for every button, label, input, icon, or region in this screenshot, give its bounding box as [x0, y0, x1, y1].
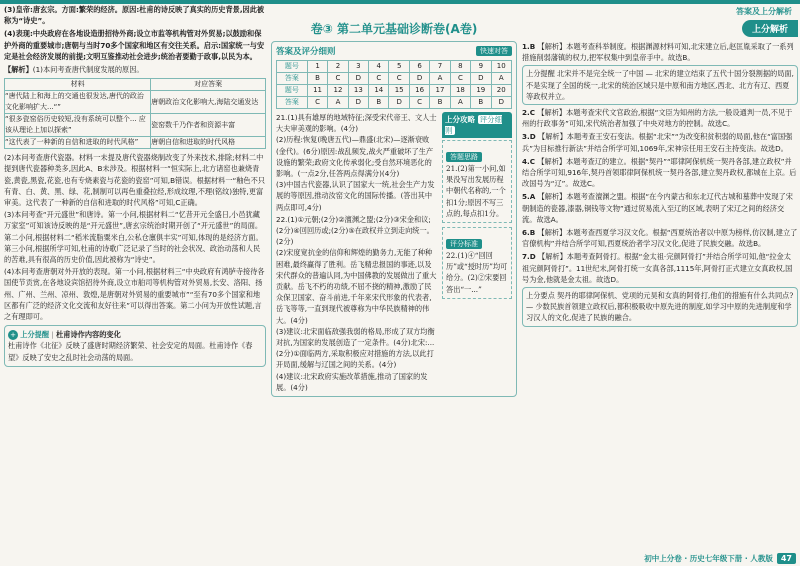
left-para-5: (4)本问考查唐朝对外开放的表现。第一小问,根据材料三“中央政府有鸿胪寺接待各国使节贡赏,在各地设宾馆招待外商,设立市舶司等机构管对外贸易,长安、洛阳、扬州、广州、兰州、凉州、敦煌,是唐朝对外贸易的重要城市”“至有70多个国家和地区都有广泛的经济文化交流和友好往来”可以得出答案。第二小问为开放性试题,言之有理即可。: [4, 267, 265, 322]
answer-cell: 7: [430, 61, 450, 73]
answer-cell: 3: [348, 61, 368, 73]
q22d-text: (4)建议:北宋政府实施改革措施,推动了国家的发展。(4分): [276, 371, 428, 392]
table-cell: 瓷窑数千乃作者和资源丰富: [151, 114, 266, 137]
answer-cell: 2: [328, 61, 348, 73]
score-tag-1: 答题思路: [446, 152, 482, 162]
answer-cell: 4: [369, 61, 389, 73]
left-jiexi: [4, 64, 266, 75]
answer-cell: D: [471, 73, 491, 85]
answer-row-label: 答案: [277, 97, 308, 109]
footer-text: 初中上分卷 · 历史七年级下册 · 人教版: [644, 554, 773, 563]
left-tip-header: + 上分提醒 | 杜甫诗作内容的变化: [8, 329, 262, 340]
answer-cell: 17: [430, 85, 450, 97]
left-tip-title: 上分提醒: [20, 330, 50, 340]
analysis-item: [522, 251, 798, 285]
answer-cell: 6: [409, 61, 429, 73]
answer-main: [276, 112, 438, 393]
analysis-item: [522, 227, 798, 249]
answer-cell: 18: [450, 85, 470, 97]
analysis-item-text: 上分要点 契丹的耶律阿保机、党项的元昊和女真的阿骨打,他们的措施有什么共同点? — 少数民族首领建立政权后,都积极吸收中原先进的制度,如学习中原的先进制度和学习汉人的文化,促进了民族的融合。: [526, 291, 794, 323]
answer-cell: 20: [491, 85, 511, 97]
q21b-text: (2)历程:恢复(晚唐五代)—鼎盛(北宋)—逐渐衰败(金代)。(6分)原因:战乱频发,战火严重破坏了生产设施的繁荣;政府文化传承弱化;受自然环境恶化的影响。(一点2分,任答两点得满分)(4分): [276, 135, 434, 179]
middle-column: [271, 20, 517, 397]
left-tip-subtitle: 杜甫诗作内容的变化: [56, 330, 121, 340]
q22b-text: (2)宋度宽抗金的信仰和辉煌的勤务力,无能了种种困难,最终赢得了胜利。岳飞精忠报国的事迹,以及宋代群众的普遍认同,为中国佛教的发展做出了重大贡献。岳飞不朽的功绩,不屈不挠的精神,激励了民众保卫国家、奋斗前进,千年来宋代形象的代表者,岳飞等等,一直到现代被尊称为中华民族精神的伟大。(4分): [276, 248, 437, 325]
answer-row-ans-2: [277, 97, 512, 109]
left-tip-text: 杜甫诗作《北征》反映了盛唐时期经济繁荣、社会安定的局面。杜甫诗作《春望》反映了安史之乱时社会动荡的局面。: [8, 341, 253, 362]
answer-section-title: 答案及评分细则: [276, 47, 336, 57]
table-head-cell: 对应答案: [151, 79, 266, 91]
left-para-2: (4)表现:中央政府在各地设造册招待外商;设立市监等机构管对外贸易;以鼓励和保护外商的重要城市;唐朝与当时70多个国家和地区有交往关系。启示:国家统一与安定是社会经济发展的前提;文明互鉴推动社会进步;统治者要勤于政事,以民为本。: [4, 29, 265, 61]
left-jiexi-label: 【解析】: [4, 65, 33, 75]
score-side: [442, 112, 512, 393]
plus-icon: +: [8, 330, 18, 340]
answer-cell: A: [450, 97, 470, 109]
answer-box: [271, 41, 517, 397]
left-para-1: (3)皇帝:唐玄宗。方面:繁荣的经济。原因:杜甫的诗反映了真实的历史背景,因此被称为“诗史”。: [4, 5, 265, 26]
table-cell: “唐代陆上和海上的交通也很发达,唐代的政治文化影响扩大...“”: [5, 91, 151, 114]
analysis-item-text: 【解析】本题考查西夏学习汉文化。根据“西夏统治者以中原为榜样,仿汉制,建立了官僚机构”并结合所学可知,西夏统治者学习汉文化,促进了民族交融。故选B。: [522, 228, 798, 249]
analysis-item-text: 【解析】本题考查宋代文官政治,根据“文臣为知州的方法,一般设通判一员,不见于州的行政事务”可知,宋代统治者加强了中央对地方的控制。故选C。: [522, 108, 793, 129]
right-column: [522, 20, 798, 329]
right-items: [522, 41, 798, 327]
left-column: [4, 4, 266, 367]
table-head-cell: 材料: [5, 79, 151, 91]
header-right-label: 答案及上分解析: [736, 7, 792, 16]
answer-cell: A: [328, 97, 348, 109]
answer-cell: B: [307, 73, 327, 85]
answer-cell: A: [491, 73, 511, 85]
answer-box-header: [276, 45, 512, 57]
score-side-title: 上分攻略: [445, 115, 475, 124]
score-tag-2: 评分标准: [446, 239, 482, 249]
answer-cell: C: [450, 73, 470, 85]
score-text-2: 22.(1)④“回回历”或“授时历”均可给分。(2)②宋要回答出“一...”: [446, 251, 508, 294]
answer-body: [276, 112, 512, 393]
answer-row-ans-1: [277, 73, 512, 85]
table-row: [5, 137, 266, 149]
analysis-item-number: 2.C: [522, 108, 536, 118]
analysis-item: [522, 131, 798, 153]
footer: [644, 553, 796, 564]
answer-cell: 5: [389, 61, 409, 73]
q21-text: 21.(1)具有雄厚的地域特征;深受宋代帝王、文人士大夫审美观的影响。(4分): [276, 113, 437, 134]
table-cell: “很多瓷窑俗历史较短,没有系统可以整个... 应该从理论上加以探索”: [5, 114, 151, 137]
analysis-item-text: 【解析】本题考查辽的建立。根据“契丹”“耶律阿保机统一契丹各部,建立政权”并结合所学可知,916年,契丹首领耶律阿保机统一契丹各部,建立契丹政权,都城在上京。后改国号为“辽”。故选C。: [522, 156, 797, 189]
left-tip-box: [4, 325, 266, 367]
analysis-badge: 上分解析: [742, 20, 798, 37]
answer-cell: 13: [348, 85, 368, 97]
answer-cell: C: [409, 97, 429, 109]
answer-row-label: 答案: [277, 73, 308, 85]
analysis-item: [522, 191, 798, 225]
left-para-4: (3)本问考查“开元盛世”和唐诗。第一小问,根据材料二“忆昔开元全盛日,小邑犹藏万家室”可知该诗反映的是“开元盛世”,唐玄宗统治时期开创了“开元盛世”的局面。第二小问,根据材料二“稻米流脂粟米白,公私仓廪俱丰实”可知,体现的是经济方面。第三小问,根据所学可知,杜甫的诗歌广泛记录了当时的社会状况、政治动荡和人民的苦难,具有很高的历史价值,因此被称为“诗史”。: [4, 210, 263, 265]
left-jiexi-text: (1)本问考查唐代制度发展的原因。: [32, 65, 144, 75]
table-cell: 唐朝政治文化影响大,海陆交通发达: [151, 91, 266, 114]
answer-cell: B: [430, 97, 450, 109]
answer-cell: C: [328, 73, 348, 85]
analysis-item-number: 4.C: [522, 156, 536, 166]
answer-cell: D: [348, 73, 368, 85]
answer-cell: C: [369, 73, 389, 85]
paper-title-text: 第二单元基础诊断卷(A卷): [337, 22, 478, 36]
analysis-item-text: 【解析】本题考查王安石变法。根据“北宋”“为改变积贫积弱的局面,他在“富国强兵”为目标推行新法”并结合所学可知,1069年,宋神宗任用王安石主持变法。故选D。: [522, 132, 793, 153]
answer-table: [276, 60, 512, 109]
analysis-item-number: 3.D: [522, 132, 536, 142]
answer-cell: 19: [471, 85, 491, 97]
answer-cell: 15: [389, 85, 409, 97]
answer-row-label: 题号: [277, 85, 308, 97]
page-number: 47: [777, 553, 796, 564]
score-card-1: [442, 140, 512, 223]
table-header-row: [5, 79, 266, 91]
answer-cell: 14: [369, 85, 389, 97]
answer-cell: 8: [450, 61, 470, 73]
answer-cell: C: [389, 73, 409, 85]
table-row: [5, 114, 266, 137]
q22c-text: (3)建议:北宋面临敌强我弱的格局,形成了双方均衡对抗,为国家的发展创造了一定条件。(4分)北宋:...(2分)①面临两方,采取积极应对措施的方法,以此打开局面,缓解与辽国之间的关系。(4分): [276, 326, 435, 370]
answer-cell: 11: [307, 85, 327, 97]
analysis-item-text: 【解析】本题考查阿骨打。根据“金太祖·完颜阿骨打”并结合所学可知,他“拉金太祖完颜阿骨打”。11世纪末,阿骨打统一女真各部,1115年,阿骨打正式建立女真政权,国号为金,他就是金太祖。故选D。: [522, 252, 793, 284]
answer-row-head-1: [277, 61, 512, 73]
analysis-item-number: 5.A: [522, 192, 536, 202]
score-text-1: 21.(2)第一小问,如果没写出发展历程中朝代名称的,一个扣1分;原因不写三点的,每点扣1分。: [446, 164, 506, 218]
answer-row-head-2: [277, 85, 512, 97]
analysis-item: [522, 65, 798, 105]
analysis-item: [522, 107, 798, 129]
paper-title-prefix: 卷③: [310, 22, 333, 36]
answer-cell: D: [491, 97, 511, 109]
answer-cell: 10: [491, 61, 511, 73]
score-side-header: [442, 112, 512, 138]
right-header: [522, 20, 798, 37]
analysis-item-number: 6.B: [522, 228, 536, 238]
analysis-item-text: 上分提醒 北宋并不是完全统一了中国 — 北宋的建立结束了五代十国分裂割据的局面,不是实现了全国的统一,北宋的统治区域只是中原和南方地区,西北、北方有辽、西夏等政权并立。: [526, 69, 794, 101]
answer-cell: D: [389, 97, 409, 109]
answer-cell: 9: [471, 61, 491, 73]
answer-cell: C: [307, 97, 327, 109]
material-table: [4, 78, 266, 149]
q21c-text: (3)中国古代瓷器,认识了国家大一统,社会生产力发展的等原因,推动汝窑文化的国际传播。(答出其中两点即可,4分): [276, 180, 435, 212]
quick-check-tag: 快速对答: [476, 46, 512, 56]
table-cell: “这代表了一种新的自信和进取的时代风格”: [5, 137, 151, 149]
score-card-2: [442, 227, 512, 299]
analysis-item-text: 【解析】本题考查科举制度。根据渊源材料可知,北宋建立后,赵匡胤采取了一系列措施削弱藩镇的权力,把军权集中到皇帝手中。故选B。: [522, 42, 794, 63]
answer-cell: A: [430, 73, 450, 85]
answer-cell: D: [348, 97, 368, 109]
left-para-3: (2)本问考查唐代瓷器。材料一未提及唐代瓷器烧制改变了外来技术,排除;材料二中提到唐代瓷器种类多,因此A、B未涉及。根据材料一“恒实际上,北方诸窑也兼烧青瓷,黄瓷,黑瓷,花瓷,也有专烧素瓷与花瓷的瓷窑”可知,B错误。根据材料一“釉色不只有青、白、黄、黑、绿、花,制制可以再色重叠拉经,形成纹理,不理(铭纹)独特,更富审美。这代表了一种新的自信和进取的时代风格”可知,C正确。: [4, 153, 265, 208]
analysis-item-number: 1.B: [522, 42, 536, 51]
table-cell: 唐朝自信和进取的时代风格: [151, 137, 266, 149]
analysis-item-number: 7.D: [522, 252, 536, 262]
paper-title: [271, 20, 517, 37]
analysis-item: [522, 41, 798, 63]
answer-cell: 1: [307, 61, 327, 73]
answer-row-label: 题号: [277, 61, 308, 73]
analysis-item: [522, 287, 798, 327]
answer-cell: 16: [409, 85, 429, 97]
q22-text: 22.(1)①元朝;(2分)②澶渊之盟;(2分)③宋金和议;(2分)④回回历或;(2分)⑤在政权并立到走向统一。(2分): [276, 214, 434, 247]
analysis-item: [522, 156, 798, 190]
analysis-item-text: 【解析】本题考查澶渊之盟。根据“在今内蒙古和东北辽代古城和墓葬中发现了宋朝制造的瓷器,漆器,铜钱等文物”通过贸易流入至辽的区域,表明了宋辽之间的经济交流。故选A。: [522, 192, 793, 224]
answer-cell: B: [369, 97, 389, 109]
answer-cell: 12: [328, 85, 348, 97]
answer-cell: B: [471, 97, 491, 109]
answer-cell: D: [409, 73, 429, 85]
table-row: [5, 91, 266, 114]
score-side-sub: 评分细则: [445, 115, 503, 135]
